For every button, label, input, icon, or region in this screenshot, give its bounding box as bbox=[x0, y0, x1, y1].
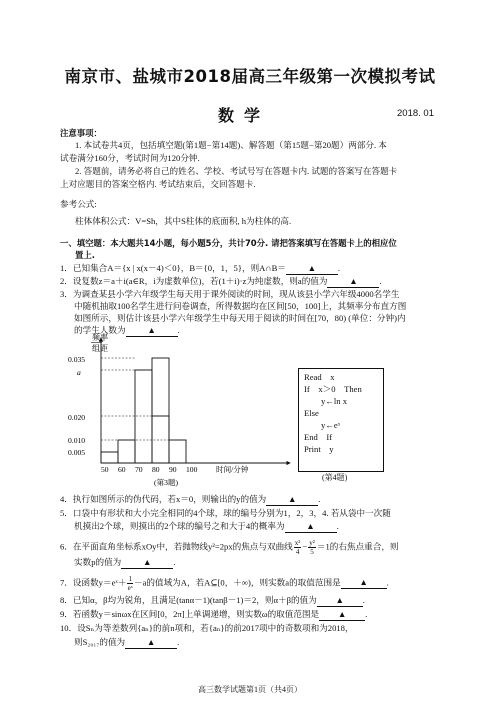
answer-blank: ▲ bbox=[266, 494, 318, 506]
bar-60-70 bbox=[118, 440, 135, 463]
fraction-1-over-ex: $\frac{1}{\text{eˣ}}$ bbox=[127, 575, 133, 592]
question-10-line2: 则S₂₀₁₇的值为 ▲ . bbox=[74, 637, 180, 647]
question-2: 2．设复数z＝a＋i(a∈R，i为虚数单位)，若(1＋i)·z为纯虚数，则a的值为 ▲ . bbox=[60, 276, 382, 286]
section-heading-line2: 置上. bbox=[75, 250, 95, 260]
ytick-0-010: 0.010 bbox=[68, 436, 86, 445]
exam-title: 南京市、盐城市2018届高三年级第一次模拟考试 bbox=[64, 67, 436, 86]
page-footer: 高三数学试题第1页（共4页） bbox=[198, 685, 302, 694]
bar-80-90 bbox=[152, 416, 169, 463]
q2-text: 2．设复数z＝a＋i(a∈R，i为虚数单位)，若(1＋i)·z为纯虚数，则a的值为 bbox=[60, 276, 328, 286]
pseudocode-box bbox=[298, 368, 384, 472]
question-3-line4: 的学生人数为 ▲ . bbox=[74, 325, 180, 335]
code-line-ln: y←ln x bbox=[321, 396, 348, 406]
question-6-line2: 实数p的值为 ▲ . bbox=[74, 557, 176, 567]
code-line-if: If x＞0 Then bbox=[304, 384, 362, 394]
question-4: 4．执行如图所示的伪代码，若x＝0，则输出的y的值为 ▲ . bbox=[60, 494, 321, 504]
histogram-caption: (第3题) bbox=[154, 478, 179, 487]
subject-title: 数学 bbox=[218, 106, 271, 125]
pseudocode-caption: (第4题) bbox=[322, 473, 348, 482]
answer-blank: ▲ bbox=[286, 263, 338, 275]
answer-blank: ▲ bbox=[341, 577, 387, 589]
formula-text: 柱体体积公式：V=Sh，其中S柱体的底面积, h为柱体的高. bbox=[75, 216, 292, 226]
answer-blank: ▲ bbox=[121, 557, 173, 569]
bar-70-80 bbox=[135, 370, 152, 463]
answer-blank: ▲ bbox=[327, 276, 379, 288]
bar-90-100 bbox=[169, 440, 186, 463]
exam-date: 2018. 01 bbox=[397, 108, 434, 119]
dashed-guides bbox=[101, 358, 186, 452]
question-10-line1: 10．设Sₙ为等差数列{aₙ}的前n项和，若{aₙ}的前2017项中的奇数项和为2018， bbox=[60, 623, 354, 633]
code-line-read: Read x bbox=[304, 372, 335, 382]
xtick-60: 60 bbox=[118, 465, 126, 474]
xtick-100: 100 bbox=[186, 465, 198, 474]
question-5-line2: 机摸出2个球，则摸出的2个球的编号之和大于4的概率为 ▲ . bbox=[74, 521, 339, 531]
answer-blank: ▲ bbox=[125, 637, 177, 649]
code-line-else: Else bbox=[304, 408, 319, 418]
histogram-ylabel-top: 频率 bbox=[92, 333, 108, 342]
histogram-xlabel: 时间/分钟 bbox=[216, 465, 249, 474]
notice-item2-line2: 上对应题目的答案空格内. 考试结束后，交回答题卡. bbox=[60, 179, 256, 189]
frequency-histogram bbox=[66, 332, 296, 490]
question-3-line3: 如图所示，则估计该县小学六年级学生中每天用于阅读的时间在[70，80) (单位：分钟)内 bbox=[74, 313, 406, 323]
code-line-print: Print y bbox=[304, 444, 334, 454]
notice-item1-line2: 试卷满分160分，考试时间为120分钟. bbox=[60, 153, 200, 163]
fraction-y2-over-5: $\frac{\text{y²}}{5}$ bbox=[309, 539, 315, 556]
xtick-90: 90 bbox=[169, 465, 177, 474]
answer-blank: ▲ bbox=[319, 609, 365, 621]
xtick-70: 70 bbox=[135, 465, 143, 474]
question-6-line1: 6．在平面直角坐标系xOy中，若抛物线y²=2px的焦点与双曲线 $\frac{\text{x²}}{4}$ − $\frac{\text{y²}}{5}$ ＝1的右焦点重合，则 bbox=[60, 539, 399, 556]
ytick-0-035: 0.035 bbox=[68, 355, 86, 364]
bar-50-60 bbox=[101, 452, 118, 463]
code-line-exp: y←eˣ bbox=[321, 420, 341, 430]
ytick-a: a bbox=[77, 368, 81, 377]
fraction-x2-over-4: $\frac{\text{x²}}{4}$ bbox=[294, 539, 301, 556]
answer-blank: ▲ bbox=[126, 325, 178, 337]
code-line-endif: End If bbox=[304, 432, 333, 442]
notice-heading: 注意事项： bbox=[60, 128, 102, 138]
ytick-0-005: 0.005 bbox=[68, 448, 86, 457]
question-3-line1: 3．为调查某县小学六年级学生每天用于课外阅读的时间，现从该县小学六年级4000名学生 bbox=[60, 289, 400, 299]
bar-80-90-outline bbox=[152, 358, 169, 463]
histogram-ylabel-bottom: 组距 bbox=[92, 344, 108, 353]
ytick-0-020: 0.020 bbox=[68, 413, 86, 422]
question-3-line2: 中随机抽取100名学生进行问卷调查，所得数据均在区间[50，100]上，其频率分布直方图 bbox=[74, 301, 407, 311]
question-1: 1．已知集合A＝{x | x(x－4)＜0}，B＝{0，1，5}，则A∩B＝ ▲ . bbox=[60, 263, 341, 273]
histogram-bars bbox=[101, 358, 186, 463]
question-8: 8．已知α，β均为锐角，且满足(tanα－1)(tanβ－1)＝2，则α＋β的值为 ▲ . bbox=[60, 595, 365, 605]
xtick-80: 80 bbox=[152, 465, 160, 474]
q1-text: 1．已知集合A＝{x | x(x－4)＜0}，B＝{0，1，5}，则A∩B＝ bbox=[60, 263, 286, 273]
notice-item1-line1: 1. 本试卷共4页，包括填空题(第1题−第14题)、解答题（第15题−第20题）两部分. 本 bbox=[75, 140, 387, 150]
answer-blank: ▲ bbox=[285, 521, 337, 533]
xtick-50: 50 bbox=[101, 465, 109, 474]
question-5-line1: 5．口袋中有形状和大小完全相同的4个球，球的编号分别为1，2，3，4. 若从袋中一次随 bbox=[60, 508, 391, 518]
answer-blank: ▲ bbox=[317, 595, 363, 607]
question-9: 9．若函数y＝sinωx在区间[0，2π]上单调递增，则实数ω的取值范围是 ▲ . bbox=[60, 609, 368, 619]
section-heading-line1: 一、填空题：本大题共14小题，每小题5分，共计70分. 请把答案填写在答题卡上的相应位 bbox=[60, 238, 397, 248]
formula-heading: 参考公式: bbox=[60, 199, 97, 209]
notice-item2-line1: 2. 答题前，请务必将自己的姓名、学校、考试号写在答题卡内. 试题的答案写在答题卡 bbox=[75, 166, 398, 176]
question-7: 7．设函数y＝eˣ＋ $\frac{1}{\text{eˣ}}$ －a的值域为A，若A⊆[0，＋∞)，则实数a的取值范围是 ▲ . bbox=[60, 575, 389, 592]
